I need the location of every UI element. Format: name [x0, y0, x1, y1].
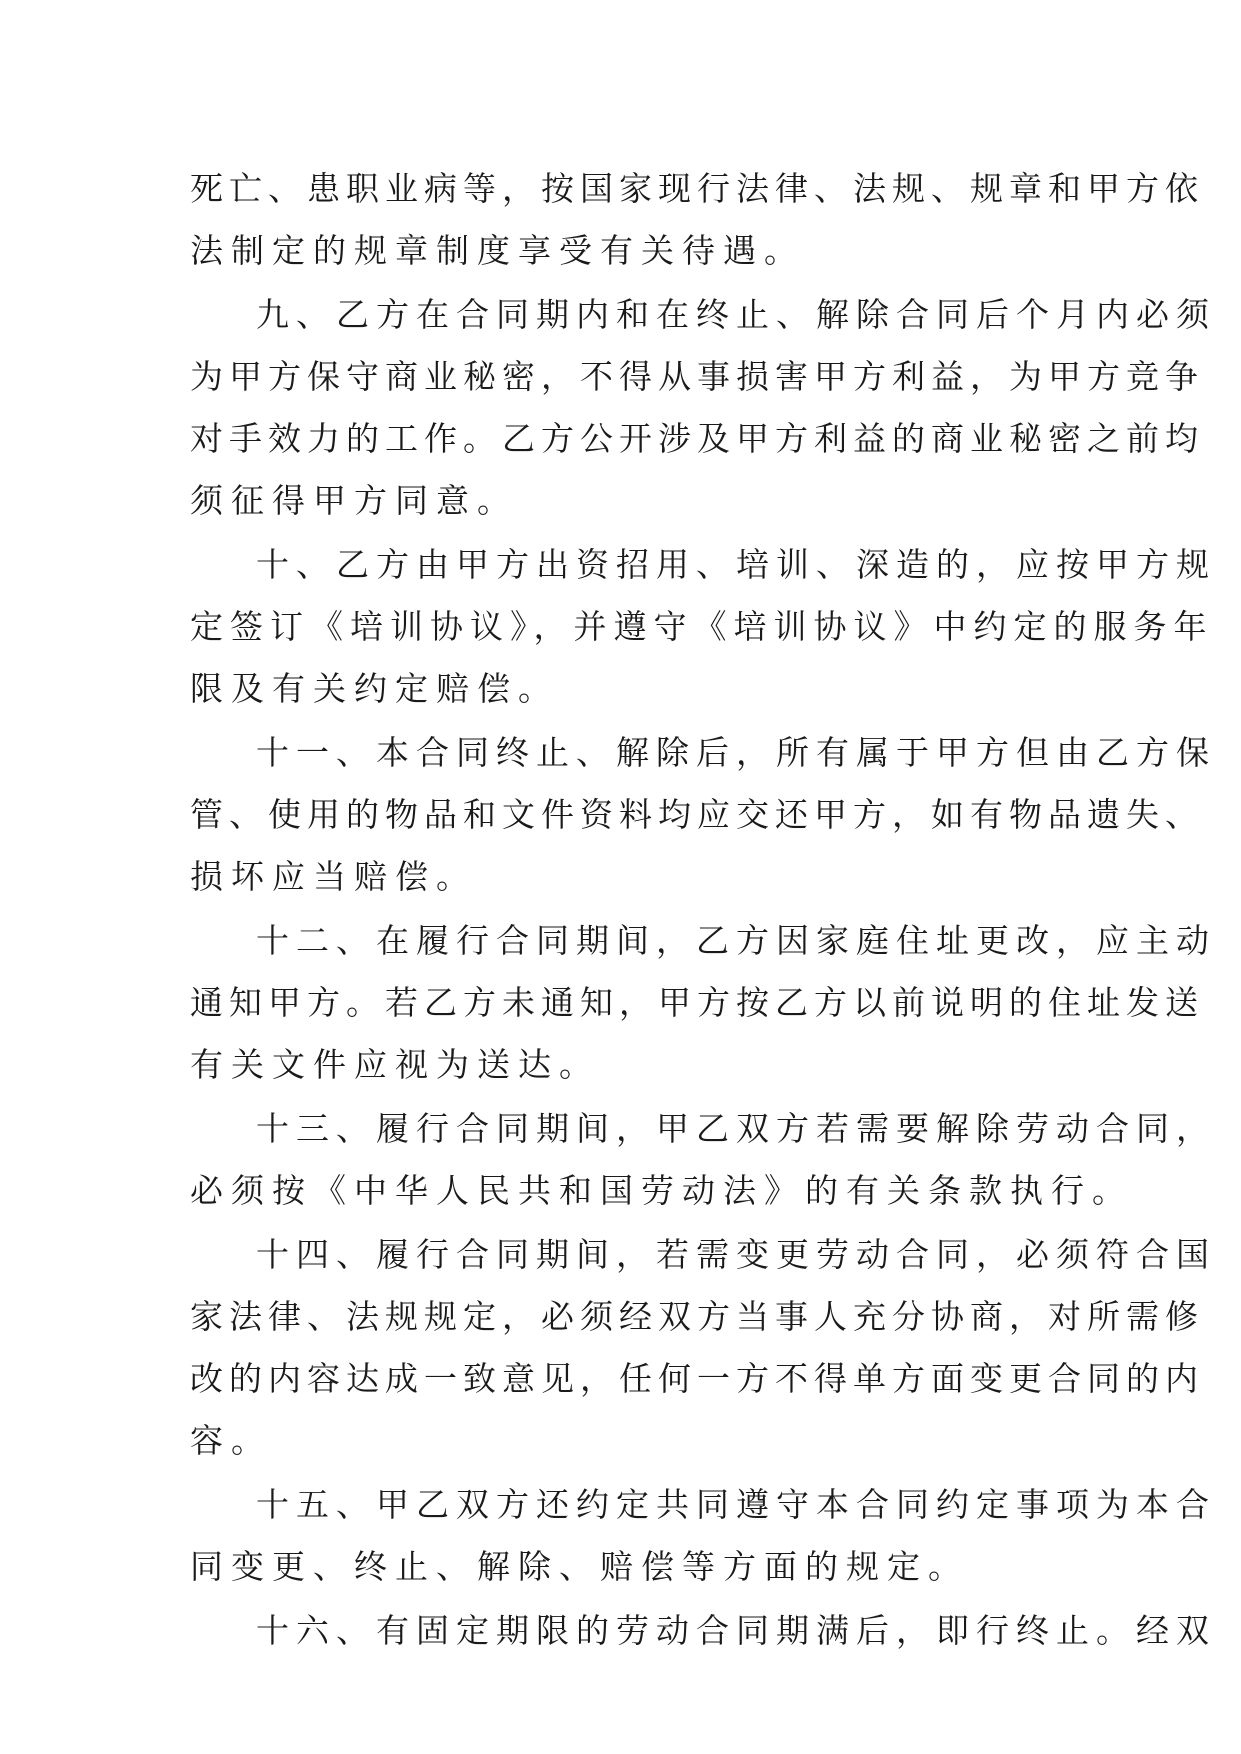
text-line: 家法律、法规规定，必须经双方当事人充分协商，对所需修 [190, 1297, 1204, 1336]
text-line: 必须按《中华人民共和国劳动法》的有关条款执行。 [190, 1171, 1133, 1210]
text-line: 十一、本合同终止、解除后，所有属于甲方但由乙方保 [256, 733, 1216, 772]
paragraph-clause-15 [190, 1474, 1216, 1598]
text-line: 十六、有固定期限的劳动合同期满后，即行终止。经双 [256, 1611, 1216, 1650]
document-body [190, 158, 1216, 1662]
text-line: 为甲方保守商业秘密，不得从事损害甲方利益，为甲方竞争 [190, 357, 1204, 396]
text-line: 对手效力的工作。乙方公开涉及甲方利益的商业秘密之前均 [190, 419, 1204, 458]
text-line: 十二、在履行合同期间，乙方因家庭住址更改，应主动 [256, 921, 1216, 960]
text-line: 十、乙方由甲方出资招用、培训、深造的，应按甲方规 [256, 545, 1216, 584]
text-line: 死亡、患职业病等，按国家现行法律、法规、规章和甲方依 [190, 169, 1204, 208]
text-line: 须征得甲方同意。 [190, 481, 518, 520]
text-line: 有关文件应视为送达。 [190, 1045, 600, 1084]
text-line: 九、乙方在合同期内和在终止、解除合同后个月内必须 [256, 295, 1216, 334]
paragraph-continued [190, 158, 1204, 282]
text-line: 十四、履行合同期间，若需变更劳动合同，必须符合国 [256, 1235, 1216, 1274]
text-line: 限及有关约定赔偿。 [190, 669, 559, 708]
text-line: 十五、甲乙双方还约定共同遵守本合同约定事项为本合 [256, 1485, 1216, 1524]
paragraph-clause-9 [190, 284, 1216, 532]
paragraph-clause-14 [190, 1224, 1216, 1472]
paragraph-clause-13 [190, 1098, 1216, 1222]
paragraph-clause-16 [190, 1600, 1216, 1662]
paragraph-clause-10 [190, 534, 1216, 720]
paragraph-clause-12 [190, 910, 1216, 1096]
text-line: 十三、履行合同期间，甲乙双方若需要解除劳动合同， [256, 1109, 1216, 1148]
text-line: 法制定的规章制度享受有关待遇。 [190, 231, 805, 270]
text-line: 容。 [190, 1421, 272, 1460]
paragraph-clause-11 [190, 722, 1216, 908]
text-line: 同变更、终止、解除、赔偿等方面的规定。 [190, 1547, 969, 1586]
text-line: 管、使用的物品和文件资料均应交还甲方，如有物品遗失、 [190, 795, 1204, 834]
text-line: 改的内容达成一致意见，任何一方不得单方面变更合同的内 [190, 1359, 1204, 1398]
text-line: 损坏应当赔偿。 [190, 857, 477, 896]
text-line: 定签订《培训协议》，并遵守《培训协议》中约定的服务年 [190, 607, 1214, 646]
text-line: 通知甲方。若乙方未通知，甲方按乙方以前说明的住址发送 [190, 983, 1204, 1022]
